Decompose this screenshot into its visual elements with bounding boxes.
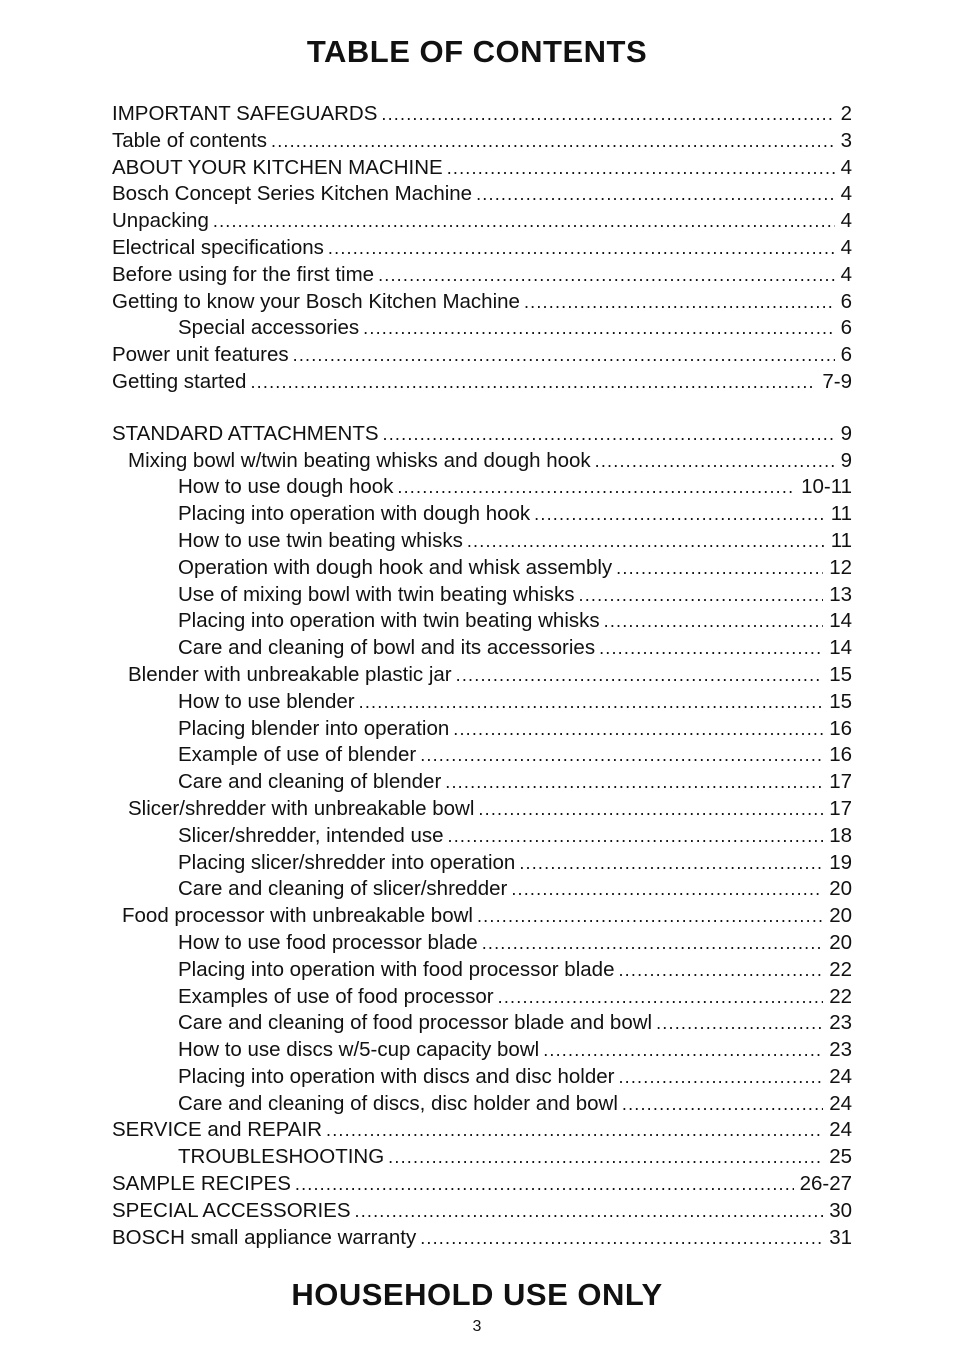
toc-entry-page: 18 xyxy=(829,823,852,847)
dot-leader xyxy=(381,101,834,128)
dot-leader xyxy=(328,235,835,262)
dot-leader xyxy=(482,930,823,957)
toc-entry-page: 2 xyxy=(840,102,852,125)
toc-entry xyxy=(112,930,852,957)
toc-entry-page: 4 xyxy=(840,262,852,286)
toc-entry-page: 14 xyxy=(829,609,852,633)
dot-leader xyxy=(355,1198,824,1225)
dot-leader xyxy=(579,582,824,609)
toc-entry-page: 11 xyxy=(830,528,852,552)
dot-leader xyxy=(363,315,834,342)
toc-entry-page: 12 xyxy=(829,555,852,579)
toc-entry-page: 22 xyxy=(829,957,852,981)
toc-entry-page: 26-27 xyxy=(799,1172,852,1196)
page-number: 3 xyxy=(472,1318,482,1335)
toc-entry-label: How to use dough hook xyxy=(178,475,394,499)
dot-leader xyxy=(477,903,823,930)
dot-leader xyxy=(524,289,835,316)
toc-entry-label: Care and cleaning of blender xyxy=(178,770,442,794)
toc-entry xyxy=(112,128,852,155)
dot-leader xyxy=(511,876,823,903)
toc-entry-label: Food processor with unbreakable bowl xyxy=(122,904,473,928)
toc-entry xyxy=(112,716,852,743)
dot-leader xyxy=(618,1064,823,1091)
toc-entry-label: Care and cleaning of discs, disc holder and bowl xyxy=(178,1091,618,1115)
toc-entry-page: 4 xyxy=(840,155,852,179)
toc-entry-page: 6 xyxy=(840,343,852,367)
dot-leader xyxy=(622,1091,823,1118)
dot-leader xyxy=(478,796,823,823)
toc-entry-page: 17 xyxy=(829,770,852,794)
dot-leader xyxy=(498,984,824,1011)
toc-entry-page: 7-9 xyxy=(822,369,852,393)
dot-leader xyxy=(519,850,823,877)
dot-leader xyxy=(250,369,816,396)
toc-entry xyxy=(112,501,852,528)
toc-entry xyxy=(112,984,852,1011)
toc-entry xyxy=(112,1064,852,1091)
toc-entry-page: 15 xyxy=(829,662,852,686)
toc-entry-label: Before using for the first time xyxy=(112,262,375,286)
dot-leader xyxy=(420,742,823,769)
toc-entry-label: Slicer/shredder with unbreakable bowl xyxy=(128,796,475,820)
toc-entry-page: 24 xyxy=(829,1091,852,1115)
toc-entry-label: Blender with unbreakable plastic jar xyxy=(128,662,452,686)
toc-entry-page: 22 xyxy=(829,984,852,1008)
dot-leader xyxy=(595,448,835,475)
toc-entry-page: 20 xyxy=(829,904,852,928)
toc-entry-page: 13 xyxy=(829,582,852,606)
toc-entry xyxy=(112,769,852,796)
toc-entry-page: 31 xyxy=(829,1225,852,1249)
toc-entry-page: 23 xyxy=(829,1038,852,1062)
toc-entry xyxy=(112,101,852,128)
toc-entry-page: 16 xyxy=(829,716,852,740)
toc-entry-label: Placing blender into operation xyxy=(178,716,450,740)
toc-entry xyxy=(112,796,852,823)
dot-leader xyxy=(420,1225,823,1252)
toc-entry xyxy=(112,342,852,369)
dot-leader xyxy=(599,635,823,662)
toc-entry-label: How to use twin beating whisks xyxy=(178,528,463,552)
toc-entry-label: Placing into operation with twin beating whisks xyxy=(178,609,600,633)
toc-entry-page: 15 xyxy=(829,689,852,713)
toc-entry-label: ABOUT YOUR KITCHEN MACHINE xyxy=(112,155,443,179)
toc-entry xyxy=(112,876,852,903)
toc-entry-page: 6 xyxy=(840,289,852,313)
toc-entry xyxy=(112,1037,852,1064)
toc-entry-page: 3 xyxy=(840,128,852,152)
toc-entry xyxy=(112,1010,852,1037)
toc-entry xyxy=(112,1144,852,1171)
toc-entry xyxy=(112,635,852,662)
dot-leader xyxy=(543,1037,823,1064)
toc-entry xyxy=(112,689,852,716)
toc-entry-label: Operation with dough hook and whisk assembly xyxy=(178,555,613,579)
toc-entry xyxy=(112,1225,852,1252)
toc-entry xyxy=(112,528,852,555)
toc-entry-page: 9 xyxy=(840,448,852,472)
toc-entry xyxy=(112,608,852,635)
toc-entry-label: Table of contents xyxy=(112,128,267,152)
dot-leader xyxy=(295,1171,794,1198)
toc-entry-label: IMPORTANT SAFEGUARDS xyxy=(112,102,378,125)
toc-entry-label: Mixing bowl w/twin beating whisks and dough hook xyxy=(128,448,591,472)
dot-leader xyxy=(378,262,835,289)
toc-entry-label: Getting started xyxy=(112,369,247,393)
dot-leader xyxy=(359,689,824,716)
dot-leader xyxy=(447,155,835,182)
toc-entry-page: 6 xyxy=(840,316,852,340)
toc-entry-label: BOSCH small appliance warranty xyxy=(112,1225,417,1249)
toc-entry xyxy=(112,235,852,262)
toc-entry-page: 23 xyxy=(829,1011,852,1035)
toc-entry xyxy=(112,582,852,609)
toc-entry-page: 30 xyxy=(829,1198,852,1222)
table-of-contents xyxy=(112,101,852,1251)
toc-entry xyxy=(112,662,852,689)
toc-entry-page: 24 xyxy=(829,1118,852,1142)
toc-entry xyxy=(112,181,852,208)
dot-leader xyxy=(445,769,823,796)
toc-entry xyxy=(112,262,852,289)
toc-entry xyxy=(112,1171,852,1198)
toc-entry xyxy=(112,555,852,582)
toc-entry-label: Slicer/shredder, intended use xyxy=(178,823,444,847)
toc-entry-label: Care and cleaning of bowl and its accessories xyxy=(178,636,596,660)
dot-leader xyxy=(448,823,824,850)
toc-entry xyxy=(112,315,852,342)
toc-entry-label: Example of use of blender xyxy=(178,743,417,767)
toc-entry-page: 20 xyxy=(829,877,852,901)
toc-entry xyxy=(112,369,852,396)
toc-entry-label: Special accessories xyxy=(178,316,360,340)
toc-entry xyxy=(112,957,852,984)
toc-entry xyxy=(112,823,852,850)
dot-leader xyxy=(383,421,835,448)
toc-entry-label: Getting to know your Bosch Kitchen Machine xyxy=(112,289,520,313)
dot-leader xyxy=(271,128,835,155)
toc-entry-label: Electrical specifications xyxy=(112,235,324,259)
toc-entry-label: Power unit features xyxy=(112,343,289,367)
toc-entry xyxy=(112,474,852,501)
dot-leader xyxy=(326,1117,823,1144)
toc-entry xyxy=(112,421,852,448)
toc-entry-page: 11 xyxy=(830,502,852,526)
toc-entry-page: 4 xyxy=(840,235,852,259)
toc-entry-label: SERVICE and REPAIR xyxy=(112,1118,323,1142)
dot-leader xyxy=(293,342,835,369)
toc-entry-page: 16 xyxy=(829,743,852,767)
toc-entry-label: Unpacking xyxy=(112,209,209,233)
toc-entry-label: TROUBLESHOOTING xyxy=(178,1145,385,1169)
toc-entry-page: 17 xyxy=(829,796,852,820)
dot-leader xyxy=(453,716,823,743)
dot-leader xyxy=(604,608,824,635)
toc-entry-page: 25 xyxy=(829,1145,852,1169)
toc-entry-label: STANDARD ATTACHMENTS xyxy=(112,421,379,445)
toc-entry-label: SPECIAL ACCESSORIES xyxy=(112,1198,351,1222)
household-use-heading: HOUSEHOLD USE ONLY xyxy=(291,1277,663,1312)
toc-entry-label: Placing into operation with food processor blade xyxy=(178,957,615,981)
toc-entry-page: 4 xyxy=(840,182,852,206)
toc-entry-page: 4 xyxy=(840,209,852,233)
dot-leader xyxy=(388,1144,823,1171)
toc-entry-page: 10-11 xyxy=(801,475,852,499)
dot-leader xyxy=(397,474,795,501)
toc-entry-label: Placing into operation with discs and disc holder xyxy=(178,1064,615,1088)
toc-entry-label: How to use food processor blade xyxy=(178,930,478,954)
dot-leader xyxy=(534,501,825,528)
toc-entry-page: 9 xyxy=(840,421,852,445)
dot-leader xyxy=(656,1010,823,1037)
toc-entry-label: How to use blender xyxy=(178,689,355,713)
toc-entry xyxy=(112,850,852,877)
toc-entry xyxy=(112,155,852,182)
toc-entry-page: 20 xyxy=(829,930,852,954)
dot-leader xyxy=(467,528,825,555)
dot-leader xyxy=(616,555,823,582)
toc-entry-page: 14 xyxy=(829,636,852,660)
toc-entry xyxy=(112,208,852,235)
toc-entry xyxy=(112,448,852,475)
toc-entry-label: SAMPLE RECIPES xyxy=(112,1172,291,1196)
toc-entry-label: Placing slicer/shredder into operation xyxy=(178,850,516,874)
dot-leader xyxy=(213,208,835,235)
toc-entry-label: Care and cleaning of slicer/shredder xyxy=(178,877,508,901)
toc-entry-label: Use of mixing bowl with twin beating whisks xyxy=(178,582,575,606)
toc-entry xyxy=(112,1117,852,1144)
toc-entry xyxy=(112,289,852,316)
toc-entry-label: Placing into operation with dough hook xyxy=(178,502,531,526)
toc-entry xyxy=(112,1091,852,1118)
toc-entry-label: Care and cleaning of food processor blade and bowl xyxy=(178,1011,653,1035)
toc-entry xyxy=(112,742,852,769)
dot-leader xyxy=(456,662,824,689)
toc-entry-label: How to use discs w/5-cup capacity bowl xyxy=(178,1038,540,1062)
toc-entry-page: 19 xyxy=(829,850,852,874)
toc-entry-page: 24 xyxy=(829,1064,852,1088)
page-title: TABLE OF CONTENTS xyxy=(306,34,648,69)
toc-entry-label: Bosch Concept Series Kitchen Machine xyxy=(112,182,473,206)
dot-leader xyxy=(618,957,823,984)
toc-entry-label: Examples of use of food processor xyxy=(178,984,494,1008)
toc-entry xyxy=(112,903,852,930)
dot-leader xyxy=(476,181,835,208)
toc-entry xyxy=(112,1198,852,1225)
